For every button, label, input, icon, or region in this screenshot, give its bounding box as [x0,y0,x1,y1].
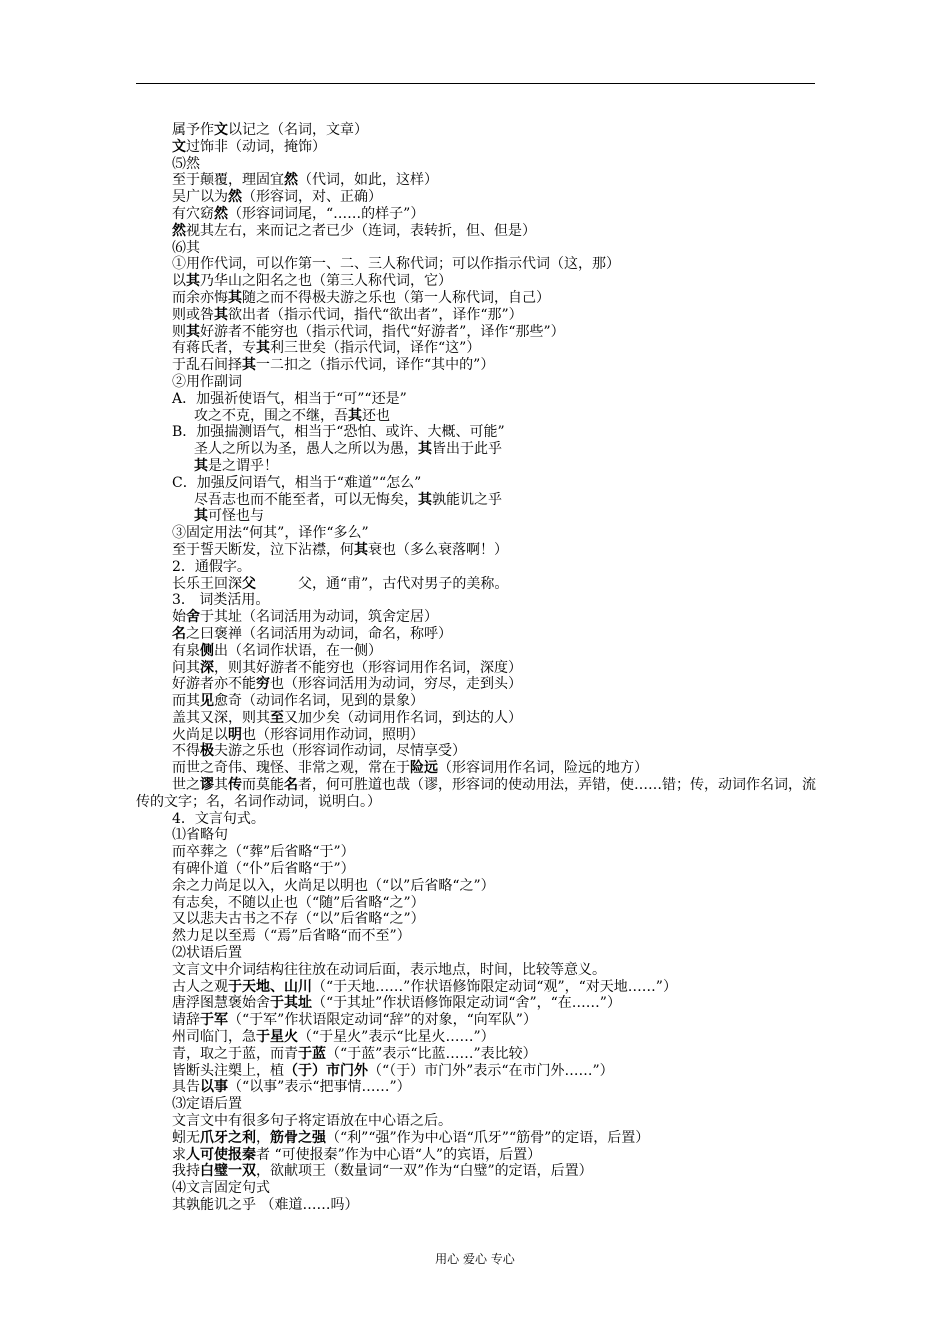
text-line [136,475,818,492]
document-body [136,122,818,1214]
text-segment: ，欲献项王（数量词“一双”作为“白璧”的定语，后置） [256,1163,593,1180]
text-segment: （“以事”表示“把事情……”） [228,1079,411,1096]
text-segment: 还也 [362,407,390,424]
text-segment: 视其左右，来而记之者已少（连词，表转折，但、但是） [186,222,536,239]
text-line [136,1096,818,1113]
text-segment: 有碑仆道（“仆”后省略“于”） [172,861,355,878]
emphasized-text: 至 [270,709,284,726]
emphasized-text: 以事 [200,1079,228,1096]
text-line [136,660,818,677]
text-line [136,172,818,189]
text-segment: 父，通“甫”，古代对男子的美称。 [256,575,509,592]
text-line [136,340,818,357]
text-segment: C．加强反问语气，相当于“难道”“怎么” [172,474,422,491]
text-line [136,626,818,643]
text-line [136,542,818,559]
text-segment: 2．通假字。 [172,558,251,575]
text-line [136,727,818,744]
text-line [136,861,818,878]
emphasized-text: 于蓝 [298,1045,326,1062]
text-segment: 皆断头注槊上，植 [172,1062,284,1079]
text-segment: 具告 [172,1079,200,1096]
text-line [136,895,818,912]
emphasized-text: 于其址 [270,995,312,1012]
text-segment: 以 [172,273,186,290]
text-line [136,1046,818,1063]
text-line [136,643,818,660]
text-line [136,357,818,374]
emphasized-text: 明 [228,726,242,743]
text-segment: 于乱石间择 [172,357,242,374]
text-segment: 其孰能讥之乎 （难道……吗） [172,1197,359,1213]
emphasized-text: 见 [200,693,214,710]
text-segment: ⑴省略句 [172,827,228,844]
text-segment: 唐浮图慧褒始舍 [172,995,270,1012]
text-segment: ， [256,1129,270,1146]
text-segment: （“于蓝”表示“比蓝……”表比较） [326,1045,537,1062]
text-line [136,1012,818,1029]
text-line [136,979,818,996]
text-line [136,139,818,156]
text-segment: 请辞 [172,1012,200,1029]
emphasized-text: 然 [172,222,186,239]
text-line [136,408,818,425]
text-segment: 过饰非（动词，掩饰） [186,138,326,155]
text-segment: 而卒葬之（“葬”后省略“于”） [172,844,355,861]
text-segment: 至于誓天断发，泣下沾襟，何 [172,541,354,558]
emphasized-text: 其 [186,323,200,340]
emphasized-text: 文 [172,138,186,155]
text-segment: 其 [214,777,228,794]
text-line [136,1113,818,1130]
text-segment: （“（于）市门外”表示“在市门外……”） [368,1062,614,1079]
emphasized-text: 其 [256,340,270,357]
text-segment: ①用作代词，可以作第一、二、三人称代词；可以作指示代词（这，那） [172,256,620,273]
text-segment: ③固定用法“何其”，译作“多么” [172,525,369,542]
emphasized-text: 其 [186,273,200,290]
text-line [136,760,818,777]
text-segment: 求 [172,1146,186,1163]
text-segment: 而其 [172,693,200,710]
text-segment: 蚓无 [172,1129,200,1146]
text-segment: 是之谓乎！ [208,457,278,474]
emphasized-text: 险远 [410,760,438,777]
text-segment: 有穴窈 [172,205,214,222]
text-segment: 3． 词类活用。 [172,592,270,609]
emphasized-text: 然 [284,172,298,189]
text-segment: 好游者不能穷也（指示代词，指代“好游者”，译作“那些”） [200,323,565,340]
text-line [136,223,818,240]
emphasized-text: 极 [200,743,214,760]
emphasized-text: 于星火 [256,1029,298,1046]
text-segment: 皆出于此乎 [432,441,502,458]
text-segment: 出（名词作状语，在一侧） [214,642,382,659]
text-line [136,995,818,1012]
text-segment: （“于天地……”作状语修饰限定动词“观”，“对天地……”） [312,978,677,995]
text-line [136,710,818,727]
emphasized-text: 穷 [256,676,270,693]
emphasized-text: 深 [200,659,214,676]
text-segment: 者，何可胜道也哉（谬，形容词的使动用法，弄错，使……错；传，动词作名词，流传的文字；名，名词作动词，说明白。） [136,777,816,810]
emphasized-text: 筋骨之强 [270,1129,326,1146]
text-segment: 始 [172,609,186,626]
text-segment: 则 [172,323,186,340]
text-line [136,1180,818,1197]
text-line [136,256,818,273]
emphasized-text: 其 [214,306,228,323]
text-line [136,424,818,441]
text-segment: 文言文中有很多句子将定语放在中心语之后。 [172,1113,452,1130]
text-segment: 文言文中介词结构往往放在动词后面，表示地点，时间，比较等意义。 [172,961,606,978]
text-segment: 欲出者（指示代词，指代“欲出者”，译作“那”） [228,306,523,323]
text-line [136,189,818,206]
text-segment: （形容词，对、正确） [242,189,382,206]
text-segment: 又加少矣（动词用作名词，到达的人） [284,709,522,726]
text-line [136,911,818,928]
text-segment: 世之 [172,777,200,794]
text-segment: 孰能讥之乎 [432,491,502,508]
text-segment: 不得 [172,743,200,760]
emphasized-text: 其 [418,441,432,458]
text-line [136,609,818,626]
emphasized-text: 其 [348,407,362,424]
emphasized-text: （于）市门外 [284,1062,368,1079]
text-line [136,508,818,525]
text-line [136,945,818,962]
text-line [136,1130,818,1147]
text-segment: （“于其址”作状语修饰限定动词“舍”，“在……”） [312,995,621,1012]
emphasized-text: 然 [228,189,242,206]
text-line [136,307,818,324]
text-segment: 火尚足以 [172,726,228,743]
emphasized-text: 舍 [186,609,200,626]
text-segment: ⑵状语后置 [172,945,242,962]
text-line [136,1029,818,1046]
text-segment: 问其 [172,659,200,676]
text-segment: 于其址（名词活用为动词，筑舍定居） [200,609,438,626]
text-segment: 至于颠覆，理固宜 [172,172,284,189]
text-segment: 利三世矣（指示代词，译作“这”） [270,340,481,357]
text-line [136,1197,818,1214]
emphasized-text: 传 [228,777,242,794]
emphasized-text: 其 [354,541,368,558]
text-line [136,374,818,391]
text-line [136,878,818,895]
text-segment: 衰也（多么衰落啊！） [368,541,508,558]
text-line [136,1079,818,1096]
emphasized-text: 其 [228,289,242,306]
text-line [136,844,818,861]
text-line [136,962,818,979]
text-line [136,1147,818,1164]
text-line [136,391,818,408]
emphasized-text: 侧 [200,642,214,659]
text-line [136,458,818,475]
text-segment: 以记之（名词，文章） [228,122,368,138]
text-segment: 夫游之乐也（形容词作动词，尽情享受） [214,743,466,760]
text-segment: 又以悲夫古书之不存（“以”后省略“之”） [172,911,425,928]
text-line [136,559,818,576]
text-segment: 我持 [172,1163,200,1180]
emphasized-text: 人可使报秦 [186,1146,256,1163]
text-segment: （“于星火”表示“比星火……”） [298,1029,495,1046]
text-line [136,273,818,290]
text-segment: B．加强揣测语气，相当于“恐怕、或许、大概、可能” [172,424,505,441]
emphasized-text: 谬 [200,777,214,794]
text-segment: 有蒋氏者，专 [172,340,256,357]
text-segment: ②用作副词 [172,373,242,390]
text-segment: A．加强祈使语气，相当于“可”“还是” [172,390,407,407]
text-line [136,777,818,811]
text-segment: 而莫能 [242,777,284,794]
text-segment: 可怪也与 [208,508,264,525]
header-rule [136,83,815,84]
emphasized-text: 父 [242,575,256,592]
text-line [136,928,818,945]
emphasized-text: 文 [214,122,228,138]
text-segment: 攻之不克，围之不继，吾 [194,407,348,424]
text-line [136,676,818,693]
text-line [136,525,818,542]
emphasized-text: 爪牙之利 [200,1129,256,1146]
text-segment: 则或咎 [172,306,214,323]
text-line [136,324,818,341]
text-line [136,1063,818,1080]
text-segment: 而余亦悔 [172,289,228,306]
text-line [136,827,818,844]
text-segment: 之曰褒禅（名词活用为动词，命名，称呼） [186,625,452,642]
text-line [136,156,818,173]
emphasized-text: 名 [172,625,186,642]
emphasized-text: 其 [194,508,208,525]
text-segment: 愈奇（动词作名词，见到的景象） [214,693,424,710]
text-segment: 属予作 [172,122,214,138]
text-segment: 者 “可使报秦”作为中心语“人”的宾语，后置） [256,1146,542,1163]
text-segment: ⑸然 [172,155,200,172]
text-line [136,290,818,307]
text-segment: 长乐王回深 [172,575,242,592]
text-segment: 盖其又深，则其 [172,709,270,726]
emphasized-text: 于军 [200,1012,228,1029]
text-line [136,206,818,223]
text-segment: （形容词用作名词，险远的地方） [438,760,648,777]
text-segment: ⑷文言固定句式 [172,1180,270,1197]
text-line [136,592,818,609]
text-line [136,122,818,139]
text-segment: 古人之观 [172,978,228,995]
text-segment: 一二扣之（指示代词，译作“其中的”） [256,357,495,374]
emphasized-text: 然 [214,205,228,222]
page-footer: 用心 爱心 专心 [435,1252,515,1266]
text-segment: 青，取之于蓝，而青 [172,1045,298,1062]
text-segment: 圣人之所以为圣，愚人之所以为愚， [194,441,418,458]
text-segment: 然力足以至焉（“焉”后省略“而不至”） [172,928,411,945]
text-segment: 吴广以为 [172,189,228,206]
text-segment: 州司临门，急 [172,1029,256,1046]
text-segment: 也（形容词活用为动词，穷尽，走到头） [270,676,522,693]
text-segment: （“利”“强”作为中心语“爪牙”“筋骨”的定语，后置） [326,1129,650,1146]
text-segment: （代词，如此，这样） [298,172,438,189]
text-line [136,576,818,593]
emphasized-text: 其 [418,491,432,508]
text-segment: 有泉 [172,642,200,659]
text-line [136,441,818,458]
text-line [136,1163,818,1180]
emphasized-text: 其 [242,357,256,374]
text-segment: 乃华山之阳名之也（第三人称代词，它） [200,273,452,290]
text-segment: 有志矣，不随以止也（“随”后省略“之”） [172,894,425,911]
emphasized-text: 名 [284,777,298,794]
text-segment: 余之力尚足以入，火尚足以明也（“以”后省略“之”） [172,877,495,894]
text-segment: （形容词词尾，“……的样子”） [228,205,425,222]
text-segment: 随之而不得极夫游之乐也（第一人称代词，自己） [242,289,550,306]
emphasized-text: 于天地、山川 [228,978,312,995]
text-segment: （“于军”作状语限定动词“辞”的对象，“向军队”） [228,1012,537,1029]
text-segment: ，则其好游者不能穷也（形容词用作名词，深度） [214,659,522,676]
text-line [136,811,818,828]
text-segment: ⑹其 [172,239,200,256]
text-segment: 4．文言句式。 [172,810,265,827]
text-segment: 而世之奇伟、瑰怪、非常之观，常在于 [172,760,410,777]
text-segment: 好游者亦不能 [172,676,256,693]
emphasized-text: 其 [194,457,208,474]
text-segment: ⑶定语后置 [172,1096,242,1113]
text-segment: 也（形容词用作动词，照明） [242,726,424,743]
text-line [136,240,818,257]
text-line [136,693,818,710]
text-line [136,743,818,760]
text-line [136,492,818,509]
text-segment: 尽吾志也而不能至者，可以无悔矣， [194,491,418,508]
emphasized-text: 白璧一双 [200,1163,256,1180]
